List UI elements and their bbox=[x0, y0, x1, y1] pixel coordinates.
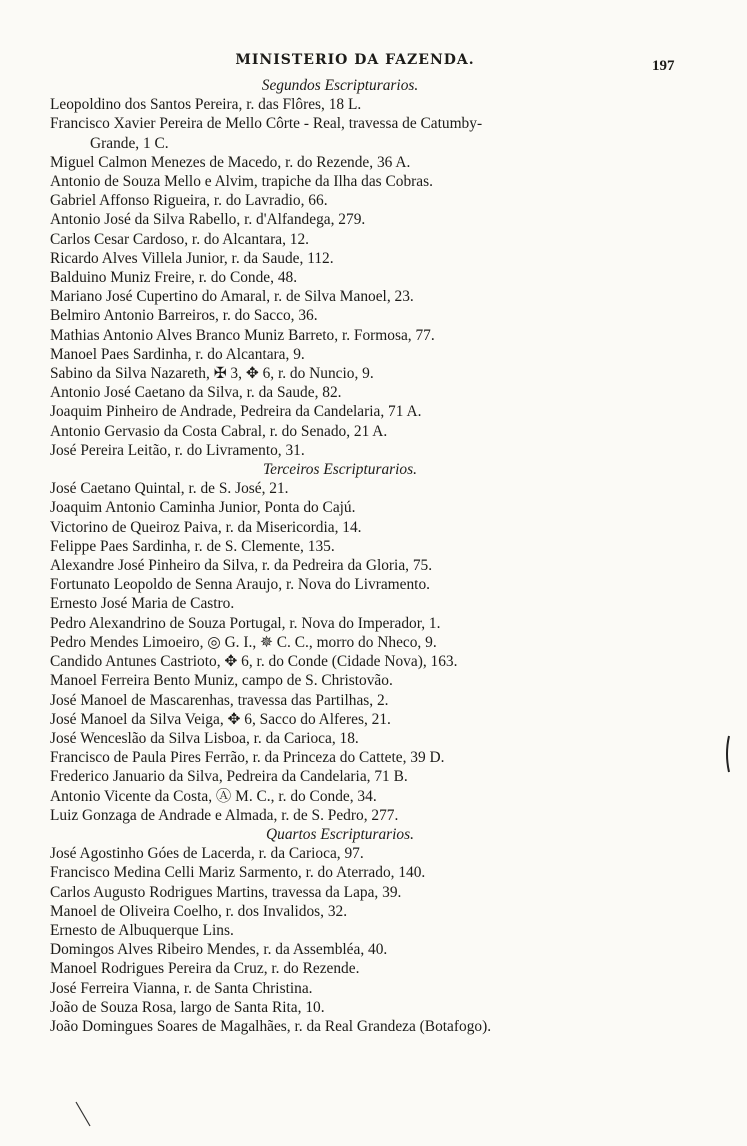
list-item: Francisco de Paula Pires Ferrão, r. da Princeza do Cattete, 39 D. bbox=[50, 749, 445, 767]
list-item: Domingos Alves Ribeiro Mendes, r. da Assembléa, 40. bbox=[50, 941, 388, 959]
list-item: José Wenceslão da Silva Lisboa, r. da Carioca, 18. bbox=[50, 729, 359, 747]
list-item: José Agostinho Góes de Lacerda, r. da Carioca, 97. bbox=[50, 845, 364, 863]
section-heading-segundos: Segundos Escripturarios. bbox=[261, 77, 419, 94]
list-item: Carlos Augusto Rodrigues Martins, travessa da Lapa, 39. bbox=[50, 883, 402, 901]
section-heading-terceiros: Terceiros Escripturarios. bbox=[263, 461, 417, 479]
list-item: Antonio Gervasio da Costa Cabral, r. do Senado, 21 A. bbox=[50, 422, 388, 440]
list-item: Leopoldino dos Santos Pereira, r. das Flôres, 18 L. bbox=[50, 96, 362, 114]
list-item: Antonio José da Silva Rabello, r. d'Alfandega, 279. bbox=[50, 211, 366, 229]
list-item-continuation: Grande, 1 C. bbox=[90, 134, 169, 152]
list-item: Balduino Muniz Freire, r. do Conde, 48. bbox=[50, 269, 298, 287]
list-item: Antonio de Souza Mello e Alvim, trapiche da Ilha das Cobras. bbox=[50, 173, 433, 191]
list-item: Manoel de Oliveira Coelho, r. dos Invalidos, 32. bbox=[50, 902, 348, 920]
list-item: José Pereira Leitão, r. do Livramento, 31. bbox=[50, 441, 305, 459]
list-item: Gabriel Affonso Rigueira, r. do Lavradio, 66. bbox=[50, 192, 328, 210]
list-item: Pedro Alexandrino de Souza Portugal, r. Nova do Imperador, 1. bbox=[50, 614, 441, 632]
running-title: MINISTERIO DA FAZENDA. bbox=[235, 52, 475, 68]
scan-mark bbox=[74, 1100, 94, 1130]
list-item: João Domingues Soares de Magalhães, r. da Real Grandeza (Botafogo). bbox=[50, 1017, 492, 1035]
list-item: Pedro Mendes Limoeiro, ◎ G. I., ✵ C. C., morro do Nheco, 9. bbox=[50, 633, 437, 651]
scan-mark bbox=[724, 734, 732, 774]
list-item: Frederico Januario da Silva, Pedreira da Candelaria, 71 B. bbox=[50, 768, 408, 786]
list-item: Joaquim Pinheiro de Andrade, Pedreira da Candelaria, 71 A. bbox=[50, 403, 422, 421]
list-item: Francisco Medina Celli Mariz Sarmento, r. do Aterrado, 140. bbox=[50, 864, 426, 882]
list-item: Felippe Paes Sardinha, r. de S. Clemente, 135. bbox=[50, 537, 335, 555]
list-item: Antonio Vicente da Costa, Ⓐ M. C., r. do Conde, 34. bbox=[50, 787, 377, 805]
list-item: Alexandre José Pinheiro da Silva, r. da Pedreira da Gloria, 75. bbox=[50, 557, 433, 575]
list-item: Ernesto de Albuquerque Lins. bbox=[50, 921, 234, 939]
list-item: Francisco Xavier Pereira de Mello Côrte - Real, travessa de Catumby- bbox=[50, 115, 483, 133]
section-heading-quartos: Quartos Escripturarios. bbox=[266, 825, 414, 843]
list-item: Victorino de Queiroz Paiva, r. da Misericordia, 14. bbox=[50, 518, 362, 536]
list-item: Candido Antunes Castrioto, ✥ 6, r. do Conde (Cidade Nova), 163. bbox=[50, 653, 458, 671]
list-item: Manoel Paes Sardinha, r. do Alcantara, 9. bbox=[50, 345, 305, 363]
list-item: Mathias Antonio Alves Branco Muniz Barreto, r. Formosa, 77. bbox=[50, 326, 435, 344]
list-item: Manoel Ferreira Bento Muniz, campo de S. Christovão. bbox=[50, 672, 393, 690]
list-item: José Manoel da Silva Veiga, ✥ 6, Sacco do Alferes, 21. bbox=[50, 710, 391, 728]
list-item: Ernesto José Maria de Castro. bbox=[50, 595, 235, 613]
list-item: Luiz Gonzaga de Andrade e Almada, r. de S. Pedro, 277. bbox=[50, 806, 399, 824]
list-item: José Ferreira Vianna, r. de Santa Christina. bbox=[50, 979, 313, 997]
page-header bbox=[0, 52, 747, 78]
list-item: Belmiro Antonio Barreiros, r. do Sacco, 36. bbox=[50, 307, 318, 325]
list-item: Manoel Rodrigues Pereira da Cruz, r. do Rezende. bbox=[50, 960, 360, 978]
list-item: Joaquim Antonio Caminha Junior, Ponta do Cajú. bbox=[50, 499, 356, 517]
list-item: Fortunato Leopoldo de Senna Araujo, r. Nova do Livramento. bbox=[50, 576, 430, 594]
list-item: Miguel Calmon Menezes de Macedo, r. do Rezende, 36 A. bbox=[50, 153, 411, 171]
page-body bbox=[50, 76, 730, 1036]
page-number: 197 bbox=[652, 58, 675, 74]
list-item: Sabino da Silva Nazareth, ✠ 3, ✥ 6, r. do Nuncio, 9. bbox=[50, 365, 374, 383]
list-item: Carlos Cesar Cardoso, r. do Alcantara, 12. bbox=[50, 230, 310, 248]
list-item: João de Souza Rosa, largo de Santa Rita, 10. bbox=[50, 998, 325, 1016]
list-item: José Caetano Quintal, r. de S. José, 21. bbox=[50, 480, 289, 498]
list-item: Ricardo Alves Villela Junior, r. da Saude, 112. bbox=[50, 249, 334, 267]
list-item: José Manoel de Mascarenhas, travessa das Partilhas, 2. bbox=[50, 691, 389, 709]
list-item: Mariano José Cupertino do Amaral, r. de Silva Manoel, 23. bbox=[50, 288, 414, 306]
list-item: Antonio José Caetano da Silva, r. da Saude, 82. bbox=[50, 384, 342, 402]
